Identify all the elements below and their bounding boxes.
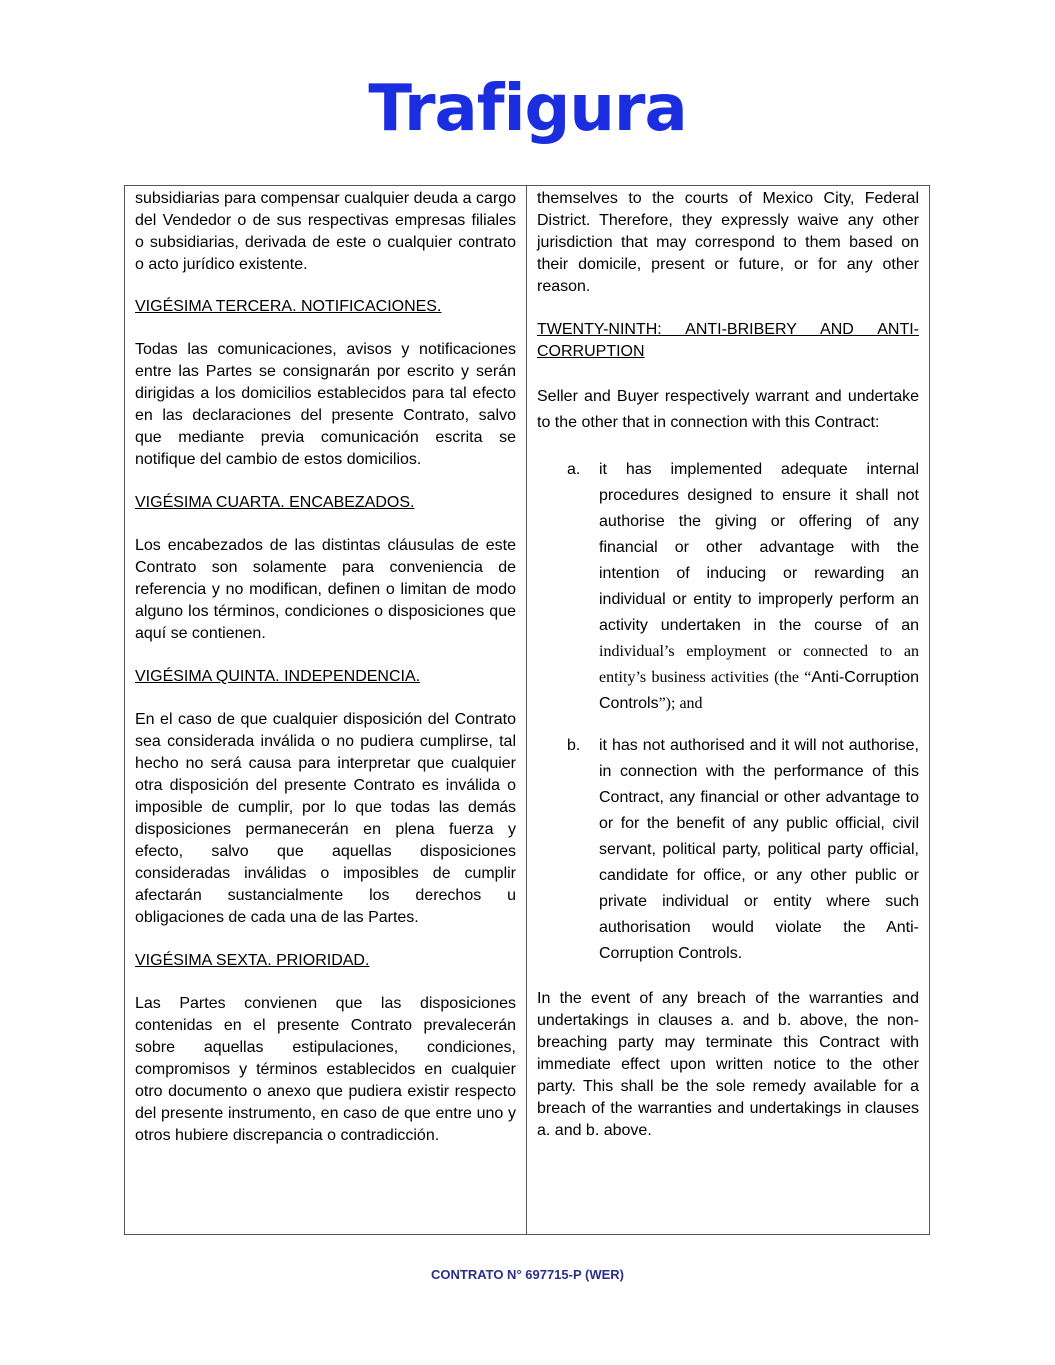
- english-column: [527, 186, 929, 1234]
- warranty-list: [537, 457, 919, 967]
- continuation-text: subsidiarias para compensar cualquier deuda a cargo del Vendedor o de sus respectivas empresas filiales o subsidiarias, derivada de este o cualquier contrato o acto jurídico existente.: [135, 190, 516, 273]
- list-item: [537, 457, 919, 717]
- list-item: [537, 733, 919, 967]
- contract-table: [124, 185, 930, 1235]
- item-text: ”); and: [658, 695, 703, 712]
- section-heading: TWENTY-NINTH: ANTI-BRIBERY AND ANTI-CORRUPTION: [537, 321, 919, 360]
- item-text: it has not authorised and it will not authorise, in connection with the performance of this Contract, any financial or other advantage to or for the benefit of any public official, civil servant, political party, political party official, candidate for office, or any other public or private individual or entity where such authorisation would violate the Anti-Corruption Controls.: [599, 737, 919, 962]
- item-text: individual’s employment or connected to an entity’s business activities (the “: [599, 643, 919, 686]
- section-heading: VIGÉSIMA SEXTA. PRIORIDAD.: [135, 952, 370, 969]
- section-body: Las Partes convienen que las disposiciones contenidas en el presente Contrato prevalecerán sobre aquellas estipulaciones, condiciones, compromisos y términos establecidos en cualquier otro documento o anexo que pudiera existir respecto del presente instrumento, en caso de que entre uno y otros hubiere discrepancia o contradicción.: [135, 995, 516, 1144]
- logo-text: Trafigura: [368, 72, 687, 146]
- section-body: Todas las comunicaciones, avisos y notificaciones entre las Partes se consignarán por escrito y serán dirigidas a los domicilios establecidos para tal efecto en las declaraciones del presente Contrato, salvo que mediante previa comunicación escrita se notifique del cambio de estos domicilios.: [135, 341, 516, 468]
- section-heading: VIGÉSIMA QUINTA. INDEPENDENCIA.: [135, 668, 421, 685]
- intro-text: Seller and Buyer respectively warrant and undertake to the other that in connection with this Contract:: [537, 388, 919, 431]
- list-marker: a.: [567, 461, 581, 478]
- section-heading: VIGÉSIMA TERCERA. NOTIFICACIONES.: [135, 298, 442, 315]
- trafigura-logo: [0, 72, 1055, 146]
- defined-term: Anti-Corruption Controls: [599, 669, 919, 712]
- closing-text: In the event of any breach of the warranties and undertakings in clauses a. and b. above, the non-breaching party may terminate this Contract with immediate effect upon written notice to the other party. This shall be the sole remedy available for a breach of the warranties and undertakings in clauses a. and b. above.: [537, 990, 919, 1139]
- section-body: Los encabezados de las distintas cláusulas de este Contrato son solamente para conveniencia de referencia y no modifican, definen o limitan de modo alguno los términos, condiciones o disposiciones que aquí se contienen.: [135, 537, 516, 642]
- spanish-column: [125, 186, 527, 1234]
- list-marker: b.: [567, 737, 581, 754]
- continuation-text: themselves to the courts of Mexico City, Federal District. Therefore, they expressly waive any other jurisdiction that may correspond to them based on their domicile, present or future, or for any other reason.: [537, 190, 919, 295]
- item-text: it has implemented adequate internal procedures designed to ensure it shall not authorise the giving or offering of any financial or other advantage with the intention of inducing or rewarding an individual or entity to improperly perform an activity undertaken in the course of an: [599, 461, 919, 634]
- footer-contract-number: CONTRATO N° 697715-P (WER): [430, 1267, 624, 1282]
- section-heading: VIGÉSIMA CUARTA. ENCABEZADOS.: [135, 494, 415, 511]
- section-body: En el caso de que cualquier disposición del Contrato sea considerada inválida o no pudiera cumplirse, tal hecho no será causa para interpretar que cualquier otra disposición del presente Contrato es inválida o imposible de cumplir, por lo que todas las demás disposiciones permanecerán en plena fuerza y efecto, salvo que aquellas disposiciones consideradas inválidas o imposibles de cumplir afectarán sustancialmente los derechos u obligaciones de cada una de las Partes.: [135, 711, 516, 926]
